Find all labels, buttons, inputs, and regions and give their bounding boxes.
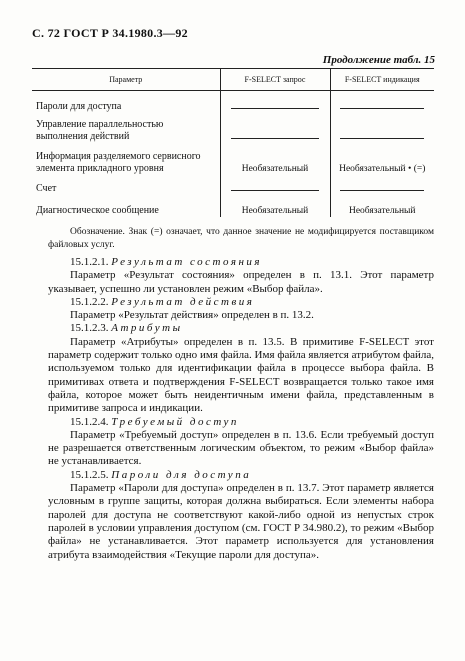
indication-cell: [330, 113, 434, 143]
col-header-param: Параметр: [32, 69, 220, 91]
param-cell: Управление параллельностью выполнения действий: [32, 113, 220, 143]
section-heading: 15.1.2.2. Результат действия: [70, 295, 255, 308]
param-cell: Пароли для доступа: [32, 91, 220, 113]
section-paragraph: Параметр «Результат состояния» определен в п. 13.1. Этот параметр указывает, успешно ли установлен режим «Выбор файла».: [48, 269, 434, 295]
parameters-table: [32, 68, 434, 217]
param-cell: Диагностическое сообщение: [32, 195, 220, 217]
table-row: [32, 195, 434, 217]
indication-cell: [330, 143, 434, 175]
request-cell: [220, 143, 330, 175]
indication-cell: [330, 175, 434, 195]
param-cell: Счет: [32, 175, 220, 195]
request-value: Необязательный: [241, 205, 309, 216]
table-row: [32, 113, 434, 143]
indication-cell: [330, 195, 434, 217]
section-paragraph: Параметр «Результат действия» определен в п. 13.2.: [70, 309, 314, 322]
table-header-row: [32, 69, 434, 91]
table-row: [32, 143, 434, 175]
body-text: [48, 256, 434, 562]
section-paragraph: Параметр «Требуемый доступ» определен в п. 13.6. Если требуемый доступ не разрешается ответственным логическим объектом, то режим «Выбор файла» не устанавливается.: [48, 428, 434, 468]
request-cell: [220, 195, 330, 217]
indication-value: Необязательный • (=): [339, 163, 426, 174]
page-header: С. 72 ГОСТ Р 34.1980.3—92: [32, 26, 188, 40]
indication-cell: [330, 91, 434, 113]
section-paragraph: Параметр «Пароли для доступа» определен в п. 13.7. Этот параметр является условным в группе защиты, которая должна выбираться. Если элементы набора паролей для доступа не соответствуют какой-либо одной из непустых строк паролей в условии управления доступом (см. ГОСТ Р 34.980.2), то режим «Выбор файла» не устанавливается. Этот параметр используется для установления атрибута взаимодействия «Текущие пароли для доступа».: [48, 482, 434, 561]
section-heading: 15.1.2.4. Требуемый доступ: [70, 415, 239, 428]
col-header-indication: F-SELECT индикация: [330, 69, 434, 91]
request-cell: [220, 91, 330, 113]
indication-value: Необязательный: [348, 205, 416, 216]
section-heading: 15.1.2.1. Результат состояния: [70, 256, 263, 268]
col-header-request: F-SELECT запрос: [220, 69, 330, 91]
section-paragraph: Параметр «Атрибуты» определен в п. 13.5. В примитиве F-SELECT этот параметр содержит только одно имя файла. Имя файла является атрибутом файла, используемом только для идентификации файла в процессе выбора файла. В примитивах ответа и подтверждения F-SELECT возвращается только такое имя файла, которое может быть неидентичным имени файла, представленным в примитиве запроса и индикации.: [48, 335, 434, 415]
param-cell: Информация разделяемого сервисного элемента прикладного уровня: [32, 143, 220, 175]
table-row: [32, 175, 434, 195]
table-note: Обозначение. Знак (=) означает, что данное значение не модифицируется поставщиком файловых услуг.: [48, 227, 434, 250]
table-continuation-label: Продолжение табл. 15: [322, 54, 435, 66]
section-heading: 15.1.2.5. Пароли для доступа: [70, 468, 252, 481]
request-value: Необязательный: [241, 163, 309, 174]
request-cell: [220, 175, 330, 195]
table-row: [32, 91, 434, 113]
section-heading: 15.1.2.3. Атрибуты: [70, 322, 183, 335]
request-cell: [220, 113, 330, 143]
